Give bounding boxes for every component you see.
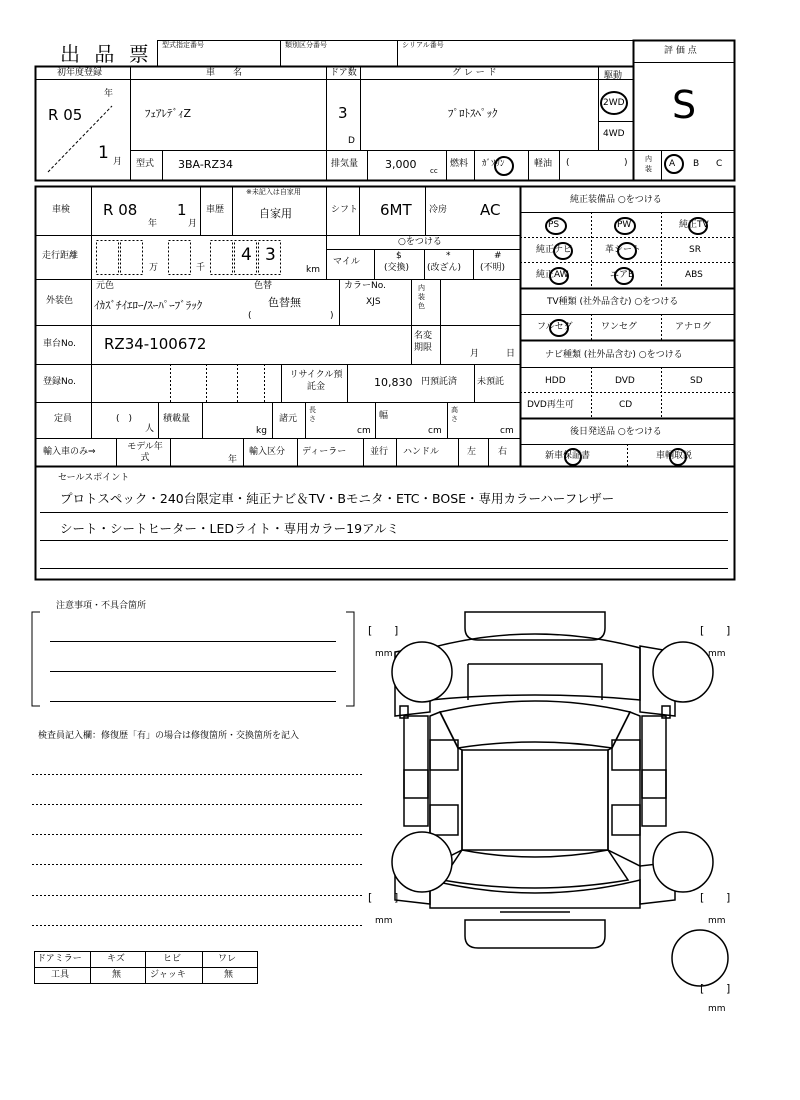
interior-color-label: 内装色 [418,284,425,310]
legend-tools-value: 無 [112,970,122,980]
model-label: 型式 [136,159,155,169]
tire-fl-bracket-close: ] [394,624,399,637]
displacement-label: 排気量 [331,159,359,169]
registration-label: 登録No. [43,377,76,387]
handle-label: ハンドル [403,447,440,457]
fuel-gasoline-circle [494,156,514,176]
dims-label: 諸元 [279,414,298,424]
mileage-digit: 4 [241,245,252,265]
recycle-status: 円預託済 [421,377,458,387]
tire-fr-mm: mm [708,649,726,659]
repaint-paren-close: ) [330,311,334,321]
fuel-paren-close: ) [624,158,628,168]
grade-label: グ レ ー ド [452,68,497,78]
car-name: ﾌｪｱﾚﾃﾞｨZ [145,107,192,120]
repaint-value: 色替無 [268,296,301,309]
length-unit: cm [357,426,371,436]
deadline-month: 月 [470,349,480,359]
category-number-label: 類別区分番号 [285,41,327,49]
chassis-label: 車台No. [43,339,76,349]
recycle-amount: 10,830 [374,376,413,389]
title-deadline-label: 名変期限 [414,331,433,353]
navi-hdd: HDD [545,376,566,386]
width-label: 幅 [379,411,389,421]
equip-sr: SR [689,245,701,255]
grade-value: ﾌﾟﾛﾄｽﾍﾟｯｸ [448,107,498,120]
doors-value: 3 [338,104,348,122]
mileage-label: 走行距離 [42,251,79,261]
legend-crack: ヒビ [163,954,182,964]
deadline-day: 日 [506,349,516,359]
mileage-mark-note: ○をつける [398,237,442,247]
equip-airbag-circle [614,267,634,285]
equip-pw-circle [614,217,636,235]
tire-rl-bracket-close: ] [394,891,399,904]
legend-break: ワレ [218,954,237,964]
tv-analog: アナログ [675,322,712,332]
mileage-unit: km [306,265,320,275]
mileage-mile: マイル [333,257,360,267]
tire-fl-bracket-open: [ [368,624,373,637]
equip-pw: PW [617,220,632,230]
fuel-label: 燃料 [450,159,469,169]
navi-cd: CD [619,400,633,410]
interior-a: A [669,159,676,169]
tv-header: TV種類 (社外品含む) ○をつける [547,297,679,307]
import-parallel: 並行 [370,447,389,457]
drive-4wd: 4WD [603,129,625,139]
tires [392,642,731,986]
inspection-era: R 08 [103,201,138,219]
interior-a-circle [664,154,684,174]
sales-points-line2: シート・シートヒーター・LEDライト・専用カラー19アルミ [60,521,400,536]
mileage-unknown-sym: # [494,251,502,261]
first-reg-label: 初年度登録 [57,68,103,78]
ac-label: 冷房 [429,205,448,215]
model-year-label: モデル年式 [127,442,163,463]
tire-rr-mm: mm [708,916,726,926]
import-label: 輸入車のみ⇒ [43,447,96,457]
first-reg-year-unit: 年 [104,89,114,99]
equip-aw-circle [549,267,569,285]
equip-navi: 純正ナビ [536,245,573,255]
serial-number-label: シリアル番号 [402,41,444,49]
post-warranty: 新車保証書 [545,451,591,461]
drive-2wd-circle [600,91,628,115]
tv-oneseg: ワンセグ [601,322,638,332]
height-unit: cm [500,426,514,436]
color-label: 外装色 [46,296,74,306]
original-color: ｲｶｽﾞﾁｲｴﾛｰ/ｽｰﾊﾟｰﾌﾞﾗｯｸ [94,299,203,312]
fuel-paren-open: ( [566,158,570,168]
equip-leather: 革シート [605,245,642,255]
first-reg-month: 1 [98,143,109,163]
history-value: 自家用 [259,207,292,220]
recycle-label: リサイクル預託金 [289,370,343,392]
interior-b: B [693,159,700,169]
recycle-unpaid: 未預託 [477,377,505,387]
tire-fr-bracket-close: ] [726,624,731,637]
tv-fullseg-circle [549,319,569,337]
original-color-label: 元色 [96,281,115,291]
displacement-value: 3,000 [385,158,417,171]
post-manual-circle [669,448,687,466]
doors-label: ドア数 [330,68,357,78]
navi-dvd: DVD [615,376,635,386]
equip-ps-circle [545,217,567,235]
form-title: 出 品 票 [60,42,153,66]
tire-rr-bracket-close: ] [726,891,731,904]
tire-rl-mm: mm [375,916,393,926]
tire-rr-bracket-open: [ [700,891,705,904]
navi-dvd-play: DVD再生可 [527,400,574,410]
mileage-exchanged: (交換) [384,263,410,273]
mileage-tampered: (改ざん) [427,263,462,273]
mileage-exchanged-sym: $ [396,251,402,261]
drive-2wd: 2WD [603,98,625,108]
equipment-header: 純正装備品 ○をつける [570,195,662,205]
tire-fl-mm: mm [375,649,393,659]
sales-points-line1: プロトスペック・240台限定車・純正ナビ＆TV・Bモニタ・ETC・BOSE・専用カラーハーフレザー [60,491,615,506]
load-label: 積載量 [163,414,191,424]
color-code: XJS [366,297,381,307]
color-code-label: カラーNo. [344,281,386,291]
equip-leather-circle [617,242,637,260]
tire-spare-bracket-close: ] [726,982,731,995]
inspection-year-unit: 年 [148,219,158,229]
grade-point-value: S [672,83,697,127]
width-unit: cm [428,426,442,436]
history-note: ※未記入は自家用 [246,188,301,196]
displacement-unit: cc [430,167,438,175]
post-manual: 車輌取説 [656,451,693,461]
caution-label: 注意事項・不具合箇所 [56,601,147,611]
fuel-diesel: 軽油 [534,159,553,169]
inspection-month-unit: 月 [188,219,198,229]
navi-sd: SD [690,376,703,386]
tire-spare-mm: mm [708,1004,726,1014]
interior-label: 内装 [645,155,652,173]
equip-airbag: エアB [610,270,635,280]
legend-tools: 工具 [51,970,70,980]
shift-label: シフト [331,205,359,215]
drive-label: 駆動 [604,71,623,81]
inspector-label: 検査員記入欄：修復歴「有」の場合は修復箇所・交換箇所を記入 [38,731,300,741]
handle-left: 左 [467,447,477,457]
car-name-label: 車 名 [206,68,243,78]
grade-point-label: 評 価 点 [664,46,697,56]
post-warranty-circle [564,448,582,466]
import-dealer: ディーラー [302,447,347,457]
model-year-unit: 年 [228,455,238,465]
capacity-label: 定員 [54,414,73,424]
repaint-paren-open: ( [248,311,252,321]
equip-abs: ABS [685,270,703,280]
chassis-value: RZ34-100672 [104,335,207,353]
equip-aw: 純正AW [536,270,569,280]
legend-scratch: キズ [107,954,125,964]
post-header: 後日発送品 ○をつける [570,427,662,437]
repaint-label: 色替 [254,281,273,291]
doors-suffix: D [348,136,355,146]
length-label: 長さ [309,406,316,423]
ac-value: AC [480,201,501,219]
inspection-month: 1 [177,201,187,219]
first-reg-month-unit: 月 [113,157,123,167]
equip-ps: PS [548,220,560,230]
legend-jack-value: 無 [224,970,234,980]
interior-c: C [716,159,723,169]
mileage-unknown: (不明) [480,263,506,273]
inspection-label: 車検 [52,205,71,215]
equip-tv: 純正TV [679,220,709,230]
import-category-label: 輸入区分 [249,447,286,457]
load-unit: kg [256,426,267,436]
handle-right: 右 [498,447,508,457]
capacity-persons: 人 [145,424,155,434]
tire-fr-bracket-open: [ [700,624,705,637]
model-value: 3BA-RZ34 [178,158,233,171]
tire-rl-bracket-open: [ [368,891,373,904]
first-reg-era: R 05 [48,106,83,124]
fuel-gasoline: ｶﾞｿﾘﾝ [482,159,505,169]
equip-tv-circle [688,217,708,235]
shift-value: 6MT [380,201,412,219]
legend-jack: ジャッキ [150,970,186,980]
mileage-digit: 3 [265,245,276,265]
tire-spare-bracket-open: [ [700,982,705,995]
history-label: 車歴 [206,205,225,215]
model-designation-label: 型式指定番号 [162,41,204,49]
mileage-tampered-sym: * [446,251,451,261]
sales-points-label: セールスポイント [58,473,130,483]
mileage-sen: 千 [196,263,206,273]
navi-header: ナビ種類 (社外品含む) ○をつける [545,350,683,360]
tv-fullseg: フルセグ [537,322,573,332]
equip-navi-circle [553,242,573,260]
capacity-paren: ( ) [116,414,133,424]
height-label: 高さ [451,406,458,423]
legend-mirror: ドアミラー [37,954,82,964]
mileage-man: 万 [149,263,159,273]
